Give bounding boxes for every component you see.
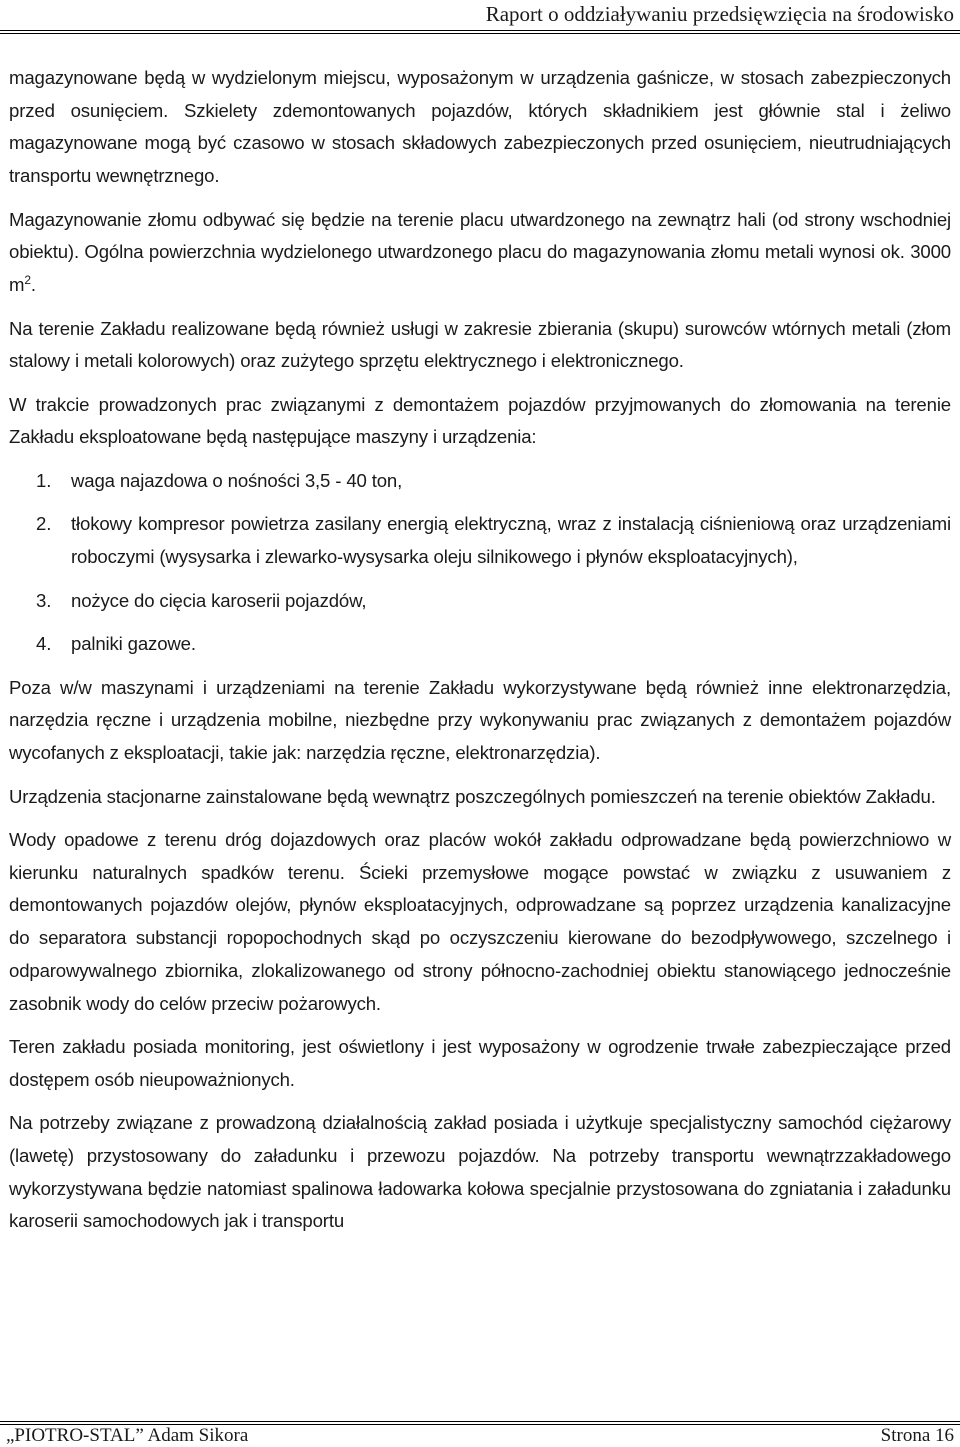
list-number: 4.: [36, 633, 52, 655]
page-number: Strona 16: [880, 1425, 954, 1446]
equipment-list: [9, 465, 951, 661]
list-number: 3.: [36, 589, 52, 611]
header-divider: [0, 30, 960, 31]
list-number: 1.: [36, 469, 52, 491]
list-item-text: nożyce do cięcia karoserii pojazdów,: [71, 589, 367, 611]
footer-divider: [0, 1421, 960, 1422]
paragraph: [9, 204, 951, 302]
paragraph: Na potrzeby związane z prowadzoną działalnością zakład posiada i użytkuje specjalistyczny samochód ciężarowy (lawetę) przystosowany do załadunku i przewozu pojazdów. Na potrzeby transportu wewnątrzzakładowego wykorzystywana będzie natomiast spalinowa ładowarka kołowa specjalnie przystosowana do zgniatania i załadunku karoserii samochodowych jak i transportu: [9, 1112, 951, 1232]
paragraph: Na terenie Zakładu realizowane będą również usługi w zakresie zbierania (skupu) surowców wtórnych metali (złom stalowy i metali kolorowych) oraz zużytego sprzętu elektrycznego i elektronicznego.: [9, 317, 951, 372]
footer-company: „PIOTRO-STAL” Adam Sikora: [6, 1425, 249, 1446]
paragraph: W trakcie prowadzonych prac związanymi z demontażem pojazdów przyjmowanych do złomowania na terenie Zakładu eksploatowane będą następujące maszyny i urządzenia:: [9, 393, 951, 448]
list-item-text: waga najazdowa o nośności 3,5 - 40 ton,: [71, 469, 403, 491]
paragraph: Teren zakładu posiada monitoring, jest oświetlony i jest wyposażony w ogrodzenie trwałe zabezpieczające przed dostępem osób nieupoważnionych.: [9, 1036, 951, 1090]
paragraph-text: Magazynowanie złomu odbywać się będzie na terenie placu utwardzonego na zewnątrz hali (od strony wschodniej obiektu). Ogólna powierzchnia wydzielonego utwardzonego placu do magazynowania złomu metali wynosi ok. 3000 m: [9, 208, 951, 296]
paragraph: Urządzenia stacjonarne zainstalowane będą wewnątrz poszczególnych pomieszczeń na terenie obiektów Zakładu.: [9, 785, 936, 807]
paragraph-end: .: [30, 274, 36, 296]
list-item: [9, 508, 951, 573]
superscript: 2: [24, 272, 31, 287]
header-divider-secondary: [0, 33, 960, 34]
paragraph: magazynowane będą w wydzielonym miejscu, wyposażonym w urządzenia gaśnicze, w stosach zabezpieczonych przed osunięciem. Szkielety zdemontowanych pojazdów, których składnikiem jest głównie stal i żeliwo magazynowane mogą być czasowo w stosach składowych zabezpieczonych przed osunięciem, nieutrudniających transportu wewnętrznego.: [9, 67, 951, 187]
list-item-text: palniki gazowe.: [71, 633, 196, 655]
list-item: [9, 465, 951, 498]
list-item-text: tłokowy kompresor powietrza zasilany energią elektryczną, wraz z instalacją ciśnieniową oraz urządzeniami roboczymi (wysysarka i zlewarko-wysysarka oleju silnikowego i płynów eksploatacyjnych),: [71, 513, 951, 568]
running-header-title: Raport o oddziaływaniu przedsięwzięcia na środowisko: [485, 2, 954, 26]
paragraph: Wody opadowe z terenu dróg dojazdowych oraz placów wokół zakładu odprowadzane będą powierzchniowo w kierunku naturalnych spadków terenu. Ścieki przemysłowe mogące powstać w związku z usuwaniem z demontowanych pojazdów olejów, płynów eksploatacyjnych, odprowadzane są poprzez urządzenia kanalizacyjne do separatora substancji ropopochodnych skąd po oczyszczeniu kierowane do bezodpływowego, szczelnego i odparowywalnego zbiornika, zlokalizowanego od strony północno-zachodniej obiektu stanowiącego jednocześnie zasobnik wody do celów przeciw pożarowych.: [9, 829, 951, 1014]
paragraph: Poza w/w maszynami i urządzeniami na terenie Zakładu wykorzystywane będą również inne elektronarzędzia, narzędzia ręczne i urządzenia mobilne, niezbędne przy wykonywaniu prac związanych z demontażem pojazdów wycofanych z eksploatacji, takie jak: narzędzia ręczne, elektronarzędzia).: [9, 676, 951, 764]
list-item: [9, 585, 951, 618]
list-number: 2.: [36, 513, 52, 535]
document-body: [9, 62, 951, 1238]
list-item: [9, 628, 951, 661]
